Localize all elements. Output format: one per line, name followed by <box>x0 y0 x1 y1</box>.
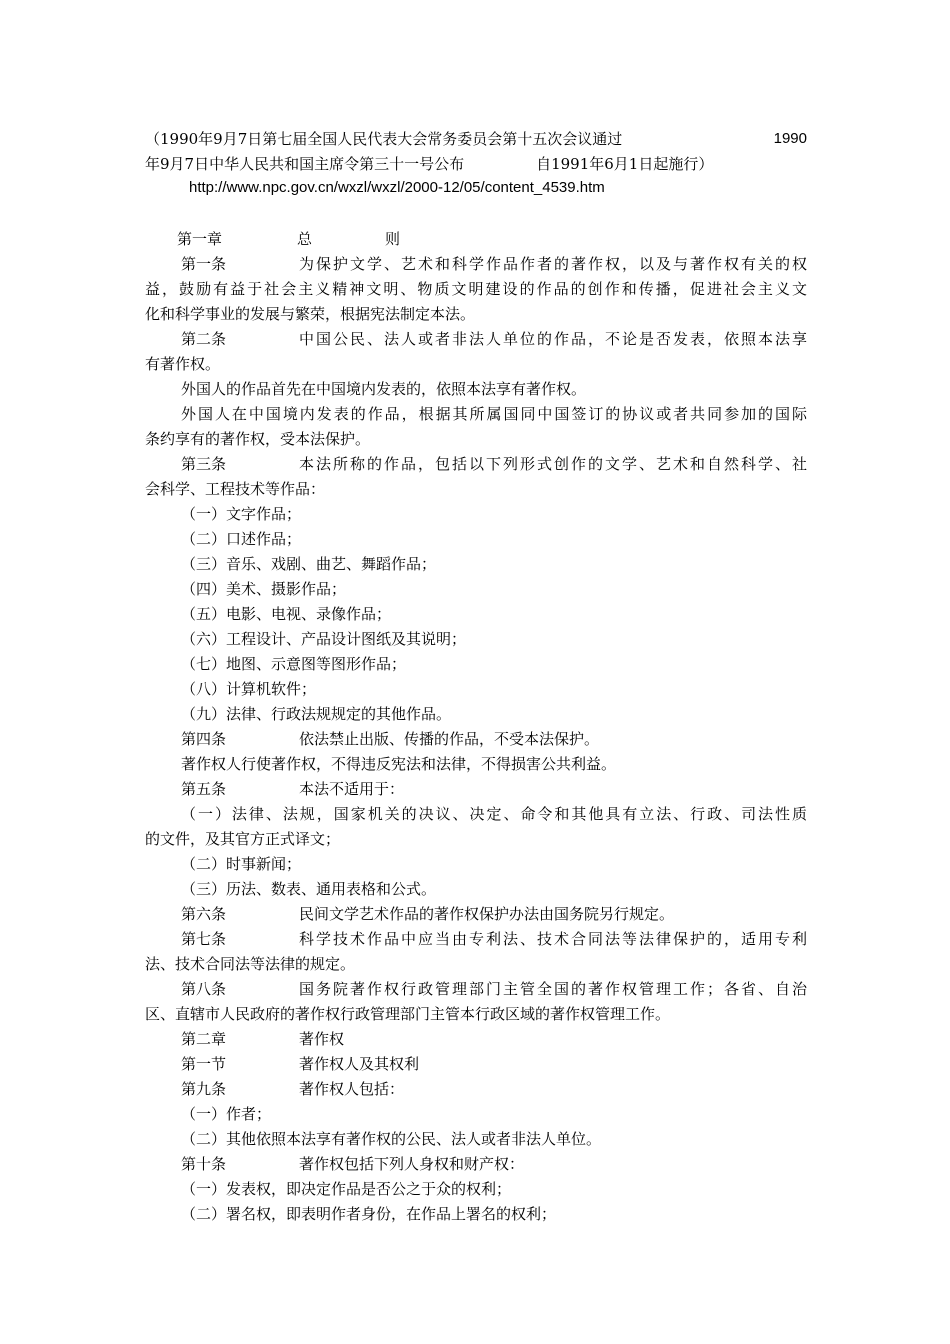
article-4-line-1 <box>145 727 807 752</box>
article-6-text-1: 民间文学艺术作品的著作权保护办法由国务院另行规定。 <box>299 905 675 923</box>
article-5-item-3: （三）历法、数表、通用表格和公式。 <box>181 880 437 898</box>
list-item: （四）美术、摄影作品； <box>181 580 347 598</box>
article-2-line-2: 有著作权。 <box>145 355 221 373</box>
header-line-1-left: （1990年9月7日第七届全国人民代表大会常务委员会第十五次会议通过 <box>145 130 623 148</box>
law-body <box>145 227 807 1227</box>
article-3-label: 第三条 <box>181 455 227 473</box>
chapter-1-title-b: 则 <box>385 230 401 248</box>
article-1-label: 第一条 <box>181 255 227 273</box>
chapter-2-title: 著作权 <box>299 1030 345 1048</box>
section-1-label: 第一节 <box>181 1055 227 1073</box>
article-3-line-1 <box>145 452 807 477</box>
list-item: （二）口述作品； <box>181 530 302 548</box>
article-5-item-2: （二）时事新闻； <box>181 855 302 873</box>
section-1-heading <box>145 1052 807 1077</box>
article-7-line-2: 法、技术合同法等法律的规定。 <box>145 955 356 973</box>
article-4-label: 第四条 <box>181 730 227 748</box>
article-9-item-1: （一）作者； <box>181 1105 272 1123</box>
list-item: （七）地图、示意图等图形作品； <box>181 655 407 673</box>
article-2-para-3-line-2: 条约享有的著作权，受本法保护。 <box>145 430 371 448</box>
article-6-label: 第六条 <box>181 905 227 923</box>
article-8-line-2: 区、直辖市人民政府的著作权行政管理部门主管本行政区域的著作权管理工作。 <box>145 1005 671 1023</box>
article-1-text-1: 为保护文学、艺术和科学作品作者的著作权，以及与著作权有关的权 <box>299 255 807 273</box>
article-3-text-1: 本法所称的作品，包括以下列形式创作的文学、艺术和自然科学、社 <box>299 455 807 473</box>
article-5-item-1-line-1: （一）法律、法规，国家机关的决议、决定、命令和其他具有立法、行政、司法性质 <box>181 805 807 823</box>
section-1-title: 著作权人及其权利 <box>299 1055 420 1073</box>
list-item: （一）文字作品； <box>181 505 302 523</box>
article-2-line-1 <box>145 327 807 352</box>
article-9-label: 第九条 <box>181 1080 227 1098</box>
law-header <box>145 127 807 201</box>
article-5-line-1 <box>145 777 807 802</box>
article-10-text-1: 著作权包括下列人身权和财产权： <box>299 1155 525 1173</box>
header-line-2-left: 年9月7日中华人民共和国主席令第三十一号公布 <box>145 154 465 173</box>
chapter-1-label: 第一章 <box>177 230 223 248</box>
header-line-1 <box>145 127 807 152</box>
article-4-text-1: 依法禁止出版、传播的作品，不受本法保护。 <box>299 730 600 748</box>
article-2-text-1: 中国公民、法人或者非法人单位的作品，不论是否发表，依照本法享 <box>299 330 807 348</box>
list-item: （九）法律、行政法规规定的其他作品。 <box>181 705 452 723</box>
article-10-label: 第十条 <box>181 1155 227 1173</box>
chapter-2-heading <box>145 1027 807 1052</box>
article-6-line-1 <box>145 902 807 927</box>
list-item: （三）音乐、戏剧、曲艺、舞蹈作品； <box>181 555 437 573</box>
article-7-label: 第七条 <box>181 930 227 948</box>
article-5-item-1-line-2: 的文件，及其官方正式译文； <box>145 830 341 848</box>
article-10-item-2: （二）署名权，即表明作者身份，在作品上署名的权利； <box>181 1205 557 1223</box>
article-9-line-1 <box>145 1077 807 1102</box>
article-10-item-1: （一）发表权，即决定作品是否公之于众的权利； <box>181 1180 512 1198</box>
article-2-para-2: 外国人的作品首先在中国境内发表的，依照本法享有著作权。 <box>181 380 587 398</box>
source-url[interactable]: http://www.npc.gov.cn/wxzl/wxzl/2000-12/05/content_4539.htm <box>189 179 605 196</box>
article-8-text-1: 国务院著作权行政管理部门主管全国的著作权管理工作；各省、自治 <box>299 980 807 998</box>
article-1-line-3: 化和科学事业的发展与繁荣，根据宪法制定本法。 <box>145 305 476 323</box>
article-5-label: 第五条 <box>181 780 227 798</box>
article-4-para-2: 著作权人行使著作权，不得违反宪法和法律，不得损害公共利益。 <box>181 755 617 773</box>
article-5-text-1: 本法不适用于： <box>299 780 405 798</box>
article-8-label: 第八条 <box>181 980 227 998</box>
article-7-line-1 <box>145 927 807 952</box>
article-1-line-1 <box>145 252 807 277</box>
chapter-1-title-a: 总 <box>297 230 313 248</box>
header-line-1-right: 1990 <box>773 130 807 147</box>
article-7-text-1: 科学技术作品中应当由专利法、技术合同法等法律保护的，适用专利 <box>299 930 807 948</box>
article-9-item-2: （二）其他依照本法享有著作权的公民、法人或者非法人单位。 <box>181 1130 602 1148</box>
list-item: （六）工程设计、产品设计图纸及其说明； <box>181 630 467 648</box>
article-1-line-2: 益，鼓励有益于社会主义精神文明、物质文明建设的作品的创作和传播，促进社会主义文 <box>145 280 807 298</box>
header-line-2-right: 自1991年6月1日起施行） <box>536 154 714 173</box>
list-item: （五）电影、电视、录像作品； <box>181 605 392 623</box>
article-2-label: 第二条 <box>181 330 227 348</box>
article-2-para-3-line-1: 外国人在中国境内发表的作品，根据其所属国同中国签订的协议或者共同参加的国际 <box>181 405 807 423</box>
article-3-line-2: 会科学、工程技术等作品： <box>145 480 326 498</box>
article-9-text-1: 著作权人包括： <box>299 1080 405 1098</box>
chapter-1-heading <box>145 227 807 252</box>
article-10-line-1 <box>145 1152 807 1177</box>
chapter-2-label: 第二章 <box>181 1030 227 1048</box>
article-8-line-1 <box>145 977 807 1002</box>
header-line-2 <box>145 152 807 177</box>
list-item: （八）计算机软件； <box>181 680 317 698</box>
